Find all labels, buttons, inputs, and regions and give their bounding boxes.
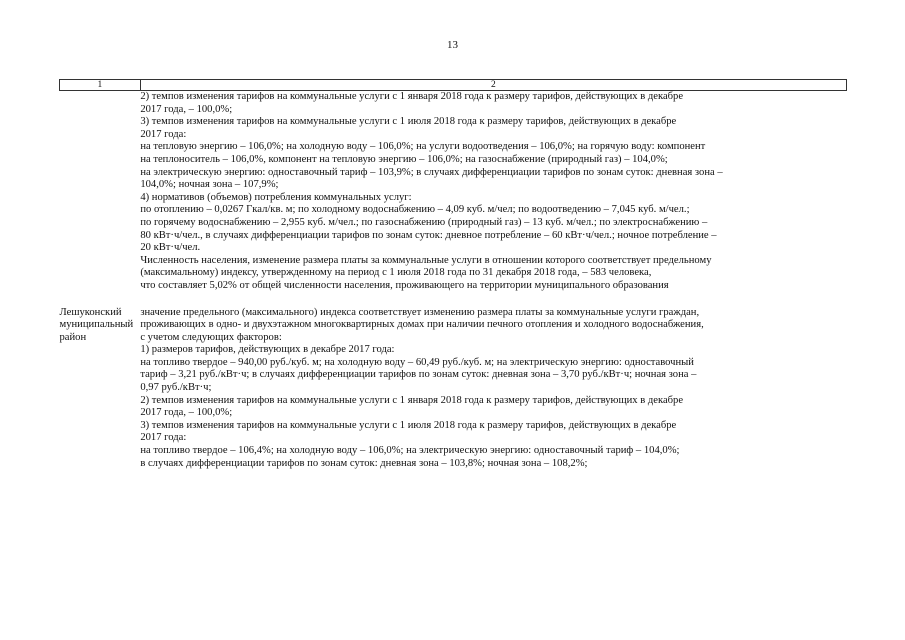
- table-row: [60, 91, 847, 293]
- description-line: 1) размеров тарифов, действующих в декабре 2017 года:: [140, 344, 395, 356]
- description-line: по отоплению – 0,0267 Гкал/кв. м; по холодному водоснабжению – 4,09 куб. м/чел; по водоотведению – 7,045 куб. м/чел.;: [140, 204, 690, 216]
- region-cell: [60, 307, 141, 471]
- description-line: 3) темпов изменения тарифов на коммунальные услуги с 1 июля 2018 года к размеру тарифов, действующих в декабре: [140, 116, 677, 128]
- description-line: на топливо твердое – 940,00 руб./куб. м; на холодную воду – 60,49 руб./куб. м; на электрическую энергию: одноставочный: [140, 356, 694, 368]
- description-line: на топливо твердое – 106,4%; на холодную воду – 106,0%; на электрическую энергию: одноставочный тариф – 104,0%;: [140, 445, 680, 457]
- description-cell: [140, 91, 846, 293]
- tariff-table: [59, 79, 847, 470]
- description-line: Численность населения, изменение размера платы за коммунальные услуги в отношении которого соответствует предельному: [140, 254, 712, 266]
- description-line: с учетом следующих факторов:: [140, 331, 282, 343]
- description-line: 2017 года, – 100,0%;: [140, 103, 233, 115]
- description-line: 2017 года, – 100,0%;: [140, 407, 233, 419]
- description-line: значение предельного (максимального) индекса соответствует изменению размера платы за коммунальные услуги граждан,: [140, 306, 700, 318]
- row-spacer: [60, 293, 847, 307]
- description-line: тариф – 3,21 руб./кВт·ч; в случаях дифференциации тарифов по зонам суток: дневная зона – 3,70 руб./кВт·ч; ночная зона –: [140, 369, 697, 381]
- table-row: [60, 307, 847, 471]
- description-line: проживающих в одно- и двухэтажном многоквартирных домах при наличии печного отопления и холодного водоснабжения,: [140, 319, 704, 331]
- region-cell: [60, 91, 141, 293]
- description-line: на тепловую энергию – 106,0%; на холодную воду – 106,0%; на услуги водоотведения – 106,0%; на горячую воду: компонент: [140, 141, 706, 153]
- description-line: 0,97 руб./кВт·ч;: [140, 382, 212, 394]
- description-line: 2017 года:: [140, 432, 187, 444]
- description-line: в случаях дифференциации тарифов по зонам суток: дневная зона – 103,8%; ночная зона – 108,2%;: [140, 457, 588, 469]
- description-line: 2) темпов изменения тарифов на коммунальные услуги с 1 января 2018 года к размеру тарифов, действующих в декабре: [140, 394, 684, 406]
- description-line: что составляет 5,02% от общей численности населения, проживающего на территории муниципального образования: [140, 279, 669, 291]
- column-header-2: 2: [140, 80, 846, 91]
- region-name-line: район: [59, 331, 87, 343]
- description-line: 2) темпов изменения тарифов на коммунальные услуги с 1 января 2018 года к размеру тарифов, действующих в декабре: [140, 91, 684, 102]
- page-number: 13: [447, 39, 458, 51]
- column-header-1: 1: [60, 80, 141, 91]
- description-cell: [140, 307, 846, 471]
- description-line: 4) нормативов (объемов) потребления коммунальных услуг:: [140, 191, 412, 203]
- description-line: на электрическую энергию: одноставочный тариф – 103,9%; в случаях дифференциации тарифов по зонам суток: дневная зона –: [140, 166, 723, 178]
- description-line: по горячему водоснабжению – 2,955 куб. м/чел.; по газоснабжению (природный газ) – 13 куб. м/чел.; по электроснабжению –: [140, 216, 708, 228]
- region-name-line: муниципальный: [59, 319, 134, 331]
- table-header-row: [60, 80, 847, 91]
- description-line: 104,0%; ночная зона – 107,9%;: [140, 179, 279, 191]
- description-line: на теплоноситель – 106,0%, компонент на тепловую энергию – 106,0%; на газоснабжение (природный газ) – 104,0%;: [140, 153, 668, 165]
- description-line: 80 кВт·ч/чел., в случаях дифференциации тарифов по зонам суток: дневное потребление – 60 кВт·ч/чел.; ночное потребление –: [140, 229, 717, 241]
- description-line: 2017 года:: [140, 128, 187, 140]
- description-line: 3) темпов изменения тарифов на коммунальные услуги с 1 июля 2018 года к размеру тарифов, действующих в декабре: [140, 419, 677, 431]
- region-name-line: Лешуконский: [59, 306, 122, 318]
- description-line: 20 кВт·ч/чел.: [140, 242, 201, 254]
- description-line: (максимальному) индексу, утвержденному на период с 1 июля 2018 года по 31 декабря 2018 года, – 583 человека,: [140, 267, 652, 279]
- table-body: [60, 91, 847, 471]
